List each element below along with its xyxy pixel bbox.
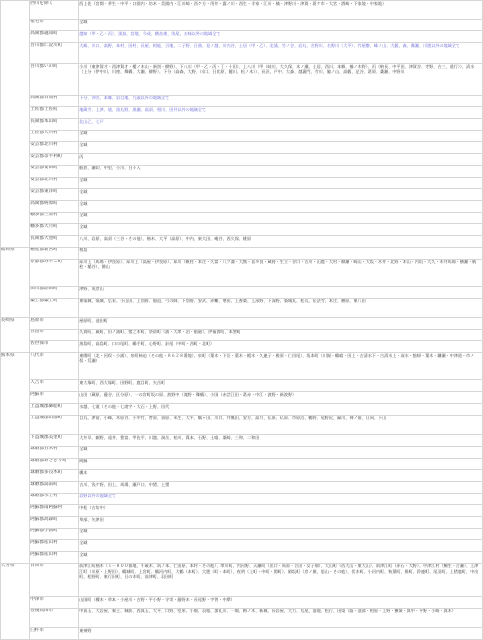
municipality-cell: 土佐郡大川村: [30, 130, 58, 136]
table-row: [0, 63, 483, 94]
prefecture-cell: [0, 118, 29, 130]
district-cell: 大崎、川口、高野、本村、田村、長屋、相能、引地、二子野、日曲、見ノ越、川内谷、土居（甲・乙）、北浦、竹ノ谷、岩丸、名野川、名野川（大平）、竹屋敷、峰ノ山、大藪、森、霧瀬、川渡以外の地域全て: [79, 42, 460, 48]
prefecture-cell: [0, 286, 29, 298]
district-cell: 岩野以外の地域全て: [79, 493, 117, 499]
municipality-cell: 球磨郡五木村: [30, 446, 58, 452]
district-cell: 全域: [79, 223, 88, 229]
prefecture-cell: [0, 504, 29, 516]
municipality-cell: 土佐郡土佐町: [30, 106, 58, 112]
table-row: [0, 106, 483, 118]
row-border: [29, 340, 483, 341]
row-border: [29, 177, 483, 178]
row-border: [29, 551, 483, 552]
prefecture-cell: [0, 446, 29, 458]
municipality-cell: 阿蘇郡南阿蘇村: [30, 504, 63, 510]
row-border: [29, 106, 483, 107]
municipality-cell: 安芸郡北川村: [30, 142, 58, 148]
district-cell: 全域: [79, 19, 88, 25]
district-cell: 相島: [79, 247, 88, 253]
prefecture-cell: [0, 63, 29, 94]
row-border: [29, 379, 483, 380]
municipality-cell: 安芸郡奈半利町: [30, 153, 63, 159]
table-row: [0, 0, 483, 19]
table-row: [0, 298, 483, 318]
municipality-cell: 阿蘇郡小国町: [30, 528, 58, 534]
district-cell: 丙: [79, 153, 84, 159]
table-row: [0, 329, 483, 341]
table-row: [0, 391, 483, 403]
district-cell: 犀川上（馬場・伊良原）、犀川上（高屋・伊良原）、犀川（帆柱・本庄・久富・八ツ溝・大熊・喜多良・蔵持・生立・谷口・古川・山鹿・大村・柳瀬・崎山・大坂・木井・北野・木山・内垣・大久・木井馬場・横瀬・帆柱・稲谷）、勝山: [79, 259, 477, 270]
district-cell: 目丸、津留、小峰、木原谷、小中竹、菅原、須原、米生、大平、鶴ヶ田、川口、井無田、安方、高月、仏原、仏原、市原沿、鶴野、尾野尻、緑川、神ノ前、日向、下山: [79, 415, 387, 421]
district-cell: 小川（東津賀才・西津賀才・樅ノ木山・新別・柳野）、下八川（甲・乙・丙・丁・十田）、上八川（甲（岐川、大久保、木ノ瀬、土居、西川、本郷、楠ノ木野）、丙（納長、中平田、津賀谷、寺野、吉三、道行））、清水（上分（伊中川、川窪、舞橋、大瀬、柳野）、下分（高森、大野、川口、日比原、鍵川、松ノ木））、長沢、戸中、大森、越裏門、寺川、脇ノ山、高藪、足谷、葛原、桑瀬、中野川: [79, 64, 475, 75]
prefecture-cell: [0, 130, 29, 142]
table-row: [0, 481, 483, 493]
district-cell: 地蔵寺、上津、境、黒丸野、黒瀬、高須、相川、田井以外の地域全て: [79, 106, 207, 112]
table-row: [0, 434, 483, 446]
prefecture-cell: [0, 481, 29, 493]
table-row: [0, 516, 483, 528]
table-row: [0, 551, 483, 563]
district-cell: 八川、岩原、高須（三谷・その他）、柚木、大平（高原）、中内、東大田、庵谷、西久保、桃原: [79, 235, 252, 241]
row-border: [29, 608, 483, 609]
row-border: [29, 458, 483, 459]
municipality-cell: 球磨郡あさぎり町: [30, 458, 67, 464]
municipality-cell: 高岡郡越知町: [30, 30, 58, 36]
municipality-cell: 高岡郡梼原町: [30, 200, 58, 206]
district-cell: 全域: [79, 212, 88, 218]
prefecture-cell: [0, 403, 29, 415]
prefecture-cell: [0, 391, 29, 403]
row-border: [29, 446, 483, 447]
district-cell: 水越、七滝（その他・七滝字・大石・上野、田代: [79, 403, 170, 409]
prefecture-cell: [0, 188, 29, 200]
municipality-cell: 安芸郡東洋町: [30, 188, 58, 194]
district-cell: 槻木: [79, 469, 88, 475]
district-cell: 全域: [79, 142, 88, 148]
table-row: [0, 259, 483, 286]
table-row: [0, 153, 483, 165]
table-row: [0, 608, 483, 628]
row-border: [29, 469, 483, 470]
table-row: [0, 118, 483, 130]
row-border: [29, 329, 483, 330]
municipality-cell: 京都郡みやこ町: [30, 259, 63, 265]
municipality-cell: 中津市: [30, 596, 44, 602]
row-border: [29, 153, 483, 154]
municipality-cell: 阿蘇郡高森町: [30, 516, 58, 522]
table-row: [0, 352, 483, 379]
prefecture-cell: [0, 415, 29, 435]
row-border: [29, 539, 483, 540]
row-border: [29, 235, 483, 236]
municipality-cell: 宿毛市: [30, 19, 44, 25]
table-row: [0, 446, 483, 458]
district-cell: 山国町（槻木・草本・小屋川・吉野・平小野・守実・藤野木・長尾野・宇曽・中摩）: [79, 596, 235, 602]
municipality-cell: 島原市: [30, 317, 44, 323]
prefecture-cell: [0, 458, 29, 470]
row-border: [29, 504, 483, 505]
municipality-cell: 安芸郡北川村: [30, 177, 58, 183]
municipality-cell: 上益城郡御船町: [30, 403, 63, 409]
table-row: [0, 528, 483, 540]
prefecture-cell: [0, 200, 29, 212]
row-border: [0, 247, 483, 248]
prefecture-cell: 大分県: [0, 563, 15, 569]
table-row: [0, 469, 483, 481]
municipality-cell: 球磨郡多良木町: [30, 469, 63, 475]
municipality-cell: 球磨郡水上村: [30, 493, 58, 499]
table-row: [0, 141, 483, 153]
row-border: [29, 188, 483, 189]
row-border: [29, 212, 483, 213]
municipality-cell: 西川を除く: [30, 0, 54, 6]
district-cell: 屋原町、池田町: [79, 317, 108, 323]
municipality-cell: 八代市: [30, 352, 44, 358]
table-row: [0, 42, 483, 63]
district-cell: 全域: [79, 551, 88, 557]
row-border: [29, 434, 483, 435]
district-cell: 東陽町（北・河俣・小浦）、泉町柿迫（その他・８６２８番地）、泉町（葉木・下岳・葉木・樅木・久連子・椎原・仁田尾）、坂本町（川嶽・鶴喰・田上・古清水下・古清水上・深水・鮎帰・葉木・鎌瀬・中津道・市ノ俣・荒瀬）: [79, 352, 475, 363]
district-cell: 黒島町、高島町、口の尾町、鵜手町、心野町、針尾（中町・西町・北町）: [79, 341, 215, 347]
district-cell: 中真玉、大岩屋、秦土、城前、西真玉、大平、口野、堅来、小畑、羽根、加礼川、一畑、梅ノ木、新城、長岩屋、大力、荒尾、釜地、松行、田染（蕗・池部・相原・上野・横嶺・真中・平野・小崎・真木）: [79, 608, 456, 614]
prefecture-cell: [0, 212, 29, 224]
district-cell: 全域: [79, 188, 88, 194]
row-border: [29, 286, 483, 287]
column-border: [29, 0, 30, 640]
table-row: [0, 415, 483, 435]
municipality-cell: 上益城郡山都町: [30, 415, 63, 421]
row-border: [29, 19, 483, 20]
district-cell: 久賀町、蕨町、田ノ浦町、猪之木町、奈留町（浦・大串・泊・船廻）、伊福貴町、本窯町: [79, 329, 241, 335]
prefecture-cell: [0, 434, 29, 446]
municipality-cell: 日田市: [30, 563, 44, 569]
prefecture-cell: [0, 42, 29, 63]
municipality-cell: 阿蘇市: [30, 391, 44, 397]
row-border: [29, 259, 483, 260]
municipality-cell: 吾川郡仁淀川町: [30, 42, 63, 48]
table-row: [0, 504, 483, 516]
municipality-cell: 幡多郡大月町: [30, 223, 58, 229]
district-cell: 西上佐（宮間・茅生・中平・口園内・坊木・美園内・江川崎・西ケ方・用井・露ノ川・西生・半家・江川・楠・津野川・津賀・葛ケ市・大宮・酒崎・下家地・中家地）: [79, 0, 387, 6]
prefecture-cell: 福岡県: [0, 247, 15, 253]
municipality-cell: 臼杵市: [30, 627, 44, 633]
row-border: [29, 627, 483, 628]
table-row: [0, 596, 483, 608]
prefecture-cell: [0, 0, 29, 19]
district-cell: 船倉、瀬切、中里、小川、日々入: [79, 165, 141, 171]
prefecture-cell: [0, 608, 29, 628]
district-cell: 津野、英彦山: [79, 286, 104, 292]
table-row: [0, 627, 483, 639]
prefecture-cell: [0, 95, 29, 107]
table-row: [0, 563, 483, 596]
row-border: [29, 298, 483, 299]
prefecture-cell: [0, 329, 29, 341]
district-cell: 全域: [79, 540, 88, 546]
municipality-cell: 阿蘇郡産山村: [30, 551, 58, 557]
table-row: [0, 188, 483, 200]
district-cell: 全域: [79, 200, 88, 206]
row-border: [0, 317, 483, 318]
row-border: [29, 223, 483, 224]
prefecture-cell: [0, 379, 29, 391]
table-row: [0, 223, 483, 235]
district-cell: 全域: [79, 177, 88, 183]
prefecture-cell: [0, 539, 29, 551]
district-cell: 東大塚町、西大塚町、田野町、鹿目町、矢岳町: [79, 380, 166, 386]
prefecture-cell: 長崎県: [0, 317, 15, 323]
table-row: [0, 247, 483, 259]
prefecture-cell: [0, 141, 29, 153]
district-cell: 東築城、築城、広末、小山田、上別府、船迫、弓の師、下別府、安武、赤幡、寒田、上香楽、上深野、下深野、築城丸、松丸、伝法寺、本庄、横原、東八田: [79, 298, 366, 304]
municipality-cell: 田川郡添田町: [30, 286, 58, 292]
row-border: [29, 481, 483, 482]
prefecture-cell: [0, 235, 29, 247]
municipality-cell: 豊後高田市: [30, 608, 54, 614]
row-border: [0, 563, 483, 564]
municipality-cell: 長岡郡本山町: [30, 118, 58, 124]
row-border: [29, 493, 483, 494]
district-cell: 全域: [79, 130, 88, 136]
prefecture-cell: 熊本県: [0, 352, 15, 358]
district-cell: 山田（蔵原、藤谷、区分原）、一の宮町坂の原、波野中（滝野・舞鶴）、小国（赤芸江田・葛赤・中江・波野・新波野）: [79, 391, 297, 397]
district-cell: 北山乙、七戸: [79, 118, 104, 124]
table-row: [0, 165, 483, 177]
prefecture-cell: [0, 493, 29, 505]
row-border: [29, 200, 483, 201]
municipality-cell: 糟屋郡新宮町: [30, 247, 58, 253]
municipality-cell: 築上郡築上町: [30, 298, 58, 304]
prefecture-cell: [0, 528, 29, 540]
table-row: [0, 200, 483, 212]
table-row: [0, 235, 483, 247]
row-border: [29, 118, 483, 119]
table-row: [0, 493, 483, 505]
prefecture-cell: [0, 298, 29, 318]
prefecture-cell: [0, 259, 29, 286]
prefecture-cell: [0, 30, 29, 42]
row-border: [0, 0, 483, 1]
table-row: [0, 379, 483, 391]
municipality-cell: 安芸郡安田町: [30, 165, 58, 171]
table-row: [0, 130, 483, 142]
prefecture-cell: [0, 469, 29, 481]
row-border: [29, 63, 483, 64]
row-border: [29, 596, 483, 597]
district-cell: 阿蘇: [79, 458, 88, 464]
municipality-cell: 吾川郡いの町: [30, 64, 58, 69]
district-cell: 下分、沖名、本郷、岩目地、九頭以外の地域全て: [79, 95, 170, 101]
table-row: [0, 458, 483, 470]
district-cell: 大井早、頼野、遠井、豊富、甲佐平、川越、洞岳、柏川、貫本、石野、土喰、栗崎、三和、二和田: [79, 434, 260, 440]
row-border: [29, 391, 483, 392]
district-cell: 全域: [79, 446, 88, 452]
table-row: [0, 539, 483, 551]
row-border: [29, 516, 483, 517]
table-row: [0, 403, 483, 415]
prefecture-cell: [0, 165, 29, 177]
prefecture-cell: [0, 177, 29, 189]
row-border: [29, 95, 483, 96]
prefecture-cell: [0, 627, 29, 639]
district-cell: 前津江町柚木（１－８００番地、千歳木、筑ノ本、仁田原、本村・その他）、串川町、内河野、天瀬町（出口・馬原・合田・女子畑）、大山町（西大山・東大山）、前津江町（赤石・大野）、中津江村（鯛生・合瀬）、上津江町（川原・上野田）、鶴城町、上宮町、鶴河内町、大鶴（本町）、大肥（町・本町）、夜明（上町・中町・関町）、殿坂町（彦ノ嶽、思山・その他）、伏木町、小河内町、秋葉町、椎町、鈴連町、尾羽町、上猪鹿町、中出町、松野町、東行田町、日の木町、前津町、羽田町: [79, 563, 479, 579]
table-row: [0, 30, 483, 42]
prefecture-cell: [0, 516, 29, 528]
prefecture-cell: [0, 106, 29, 118]
table-row: [0, 340, 483, 352]
municipality-cell: 長岡郡大豊町: [30, 235, 58, 241]
column-border: [78, 0, 79, 640]
table-row: [0, 95, 483, 107]
municipality-cell: 球磨郡湯前町: [30, 481, 58, 487]
prefecture-cell: [0, 340, 29, 352]
row-border: [29, 141, 483, 142]
row-border: [29, 415, 483, 416]
row-border: [29, 403, 483, 404]
district-cell: 全域: [79, 528, 88, 534]
row-border: [29, 165, 483, 166]
prefecture-cell: [0, 153, 29, 165]
municipality-cell: 幡多郡三原村: [30, 212, 58, 218]
district-cell: 草部、矢津田: [79, 516, 104, 522]
municipality-cell: 佐世保市: [30, 341, 49, 347]
municipality-cell: 五島市: [30, 329, 44, 335]
row-border: [0, 352, 483, 353]
prefecture-cell: [0, 551, 29, 563]
municipality-cell: 阿蘇郡産山村: [30, 540, 58, 546]
district-cell: 東神野: [79, 627, 92, 633]
municipality-cell: 人吉市: [30, 380, 44, 386]
prefecture-cell: [0, 223, 29, 235]
district-cell: 越知（甲・乙・丙）、黒鳥、宮地、今成、横畠東、浅尾、五味以外の地域全て: [79, 30, 221, 36]
prefecture-cell: [0, 19, 29, 31]
table-row: [0, 19, 483, 31]
district-cell: 古川、浅ケ野、田上、馬場、瀬戸口、中猪、上猪: [79, 481, 170, 487]
district-cell: 中松（古坊中）: [79, 504, 108, 510]
prefecture-cell: [0, 596, 29, 608]
table-row: [0, 177, 483, 189]
municipality-cell: 高岡郡日高村: [30, 95, 58, 101]
row-border: [29, 528, 483, 529]
column-border: [0, 0, 1, 640]
table-row: [0, 212, 483, 224]
row-border: [29, 42, 483, 43]
row-border: [29, 130, 483, 131]
table-row: [0, 286, 483, 298]
row-border: [29, 30, 483, 31]
table-row: [0, 317, 483, 329]
municipality-cell: 下益城郡美里町: [30, 434, 63, 440]
